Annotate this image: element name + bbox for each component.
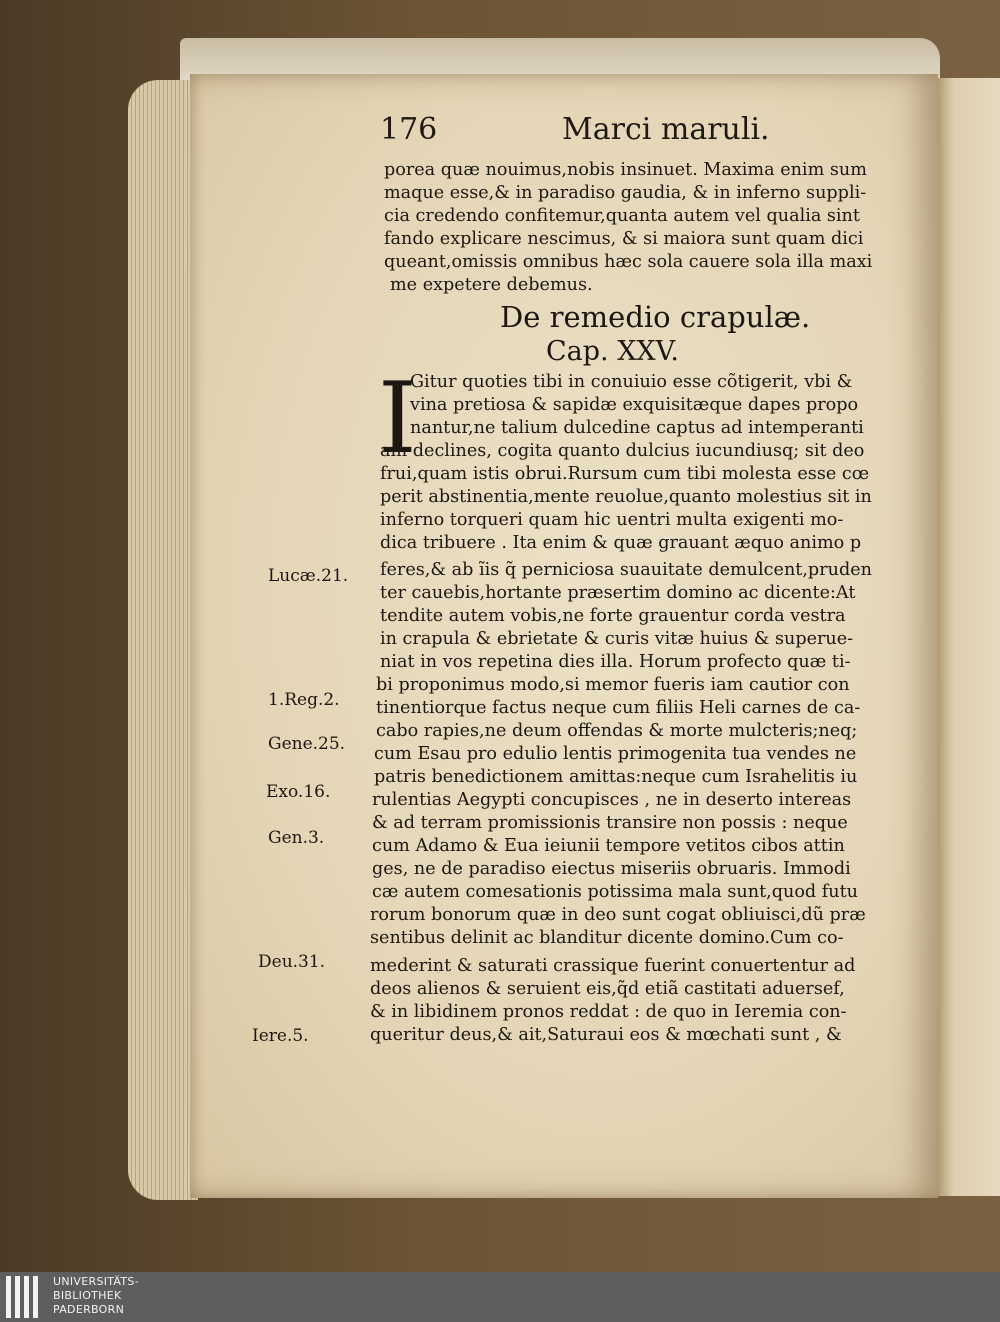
library-footer-bar	[0, 1272, 1000, 1322]
page-stack-edge	[128, 80, 198, 1200]
text-line: feres,& ab ĩis q̃ perniciosa suauitate demulcent,pruden	[380, 560, 872, 580]
chapter-number: Cap. XXV.	[546, 336, 680, 367]
text-line: sentibus delinit ac blanditur dicente domino.Cum co-	[370, 928, 844, 948]
text-line: frui,quam istis obrui.Rursum cum tibi molesta esse cœ	[380, 464, 870, 484]
text-line: niat in vos repetina dies illa. Horum profecto quæ ti-	[380, 652, 851, 672]
page-header	[380, 112, 880, 156]
logo-line: PADERBORN	[53, 1303, 125, 1316]
logo-line: BIBLIOTHEK	[53, 1289, 122, 1302]
text-line: cæ autem comesationis potissima mala sunt,quod futu	[372, 882, 859, 902]
text-line: me expetere debemus.	[390, 275, 593, 295]
text-line: maque esse,& in paradiso gaudia, & in inferno suppli-	[384, 183, 867, 203]
text-line: cum Adamo & Eua ieiunii tempore vetitos cibos attin	[372, 836, 845, 856]
text-line: fando explicare nescimus, & si maiora sunt quam dici	[384, 229, 864, 249]
text-line: ges, ne de paradiso eiectus miseriis obruaris. Immodi	[372, 859, 851, 879]
chapter-title: De remedio crapulæ.	[500, 300, 811, 334]
library-logo-text	[53, 1275, 139, 1317]
text-line: porea quæ nouimus,nobis insinuet. Maxima enim sum	[384, 160, 867, 180]
recto-page-edge	[938, 78, 1000, 1196]
text-line: Gitur quoties tibi in conuiuio esse cõtigerit, vbi &	[410, 372, 853, 392]
margin-reference: Exo.16.	[266, 782, 331, 802]
folio-number: 176	[380, 112, 438, 147]
text-line: queritur deus,& ait,Saturaui eos & mœchati sunt , &	[370, 1025, 842, 1045]
text-line: queant,omissis omnibus hæc sola cauere sola illa maxi	[384, 252, 873, 272]
text-line: inferno torqueri quam hic uentri multa exigenti mo-	[380, 510, 844, 530]
margin-reference: Gen.3.	[268, 828, 325, 848]
running-title: Marci maruli.	[562, 112, 770, 147]
text-line: dica tribuere . Ita enim & quæ grauant æquo animo p	[380, 533, 862, 553]
text-line: & in libidinem pronos reddat : de quo in Ieremia con-	[370, 1002, 847, 1022]
text-line: am declines, cogita quanto dulcius iucundiusq; sit deo	[380, 441, 865, 461]
text-line: in crapula & ebrietate & curis vitæ huius & superue-	[380, 629, 854, 649]
margin-reference: Lucæ.21.	[268, 566, 349, 586]
margin-reference: Iere.5.	[252, 1026, 309, 1046]
text-line: ter cauebis,hortante præsertim domino ac dicente:At	[380, 583, 856, 603]
text-line: cia credendo confitemur,quanta autem vel qualia sint	[384, 206, 860, 226]
text-line: nantur,ne talium dulcedine captus ad intemperanti	[410, 418, 864, 438]
text-line: rorum bonorum quæ in deo sunt cogat obliuisci,dũ præ	[370, 905, 866, 925]
text-line: bi proponimus modo,si memor fueris iam cautior con	[376, 675, 850, 695]
text-line: & ad terram promissionis transire non possis : neque	[372, 813, 848, 833]
text-line: patris benedictionem amittas:neque cum Israhelitis iu	[374, 767, 858, 787]
margin-reference: 1.Reg.2.	[268, 690, 340, 710]
margin-reference: Deu.31.	[258, 952, 326, 972]
text-line: tendite autem vobis,ne forte grauentur corda vestra	[380, 606, 846, 626]
text-line: cum Esau pro edulio lentis primogenita tua vendes ne	[374, 744, 857, 764]
margin-reference: Gene.25.	[268, 734, 346, 754]
text-line: tinentiorque factus neque cum filiis Heli carnes de ca-	[376, 698, 861, 718]
library-logo-icon	[6, 1276, 46, 1318]
text-line: cabo rapies,ne deum offendas & morte mulcteris;neq;	[376, 721, 858, 741]
logo-line: UNIVERSITÄTS-	[53, 1275, 139, 1288]
drop-cap: I	[378, 362, 417, 476]
text-line: mederint & saturati crassique fuerint conuertentur ad	[370, 956, 856, 976]
text-line: deos alienos & seruient eis,q̃d etiã castitati aduersef,	[370, 979, 845, 999]
text-line: vina pretiosa & sapidæ exquisitæque dapes propo	[410, 395, 859, 415]
text-line: perit abstinentia,mente reuolue,quanto molestius sit in	[380, 487, 872, 507]
text-line: rulentias Aegypti concupisces , ne in deserto intereas	[372, 790, 852, 810]
